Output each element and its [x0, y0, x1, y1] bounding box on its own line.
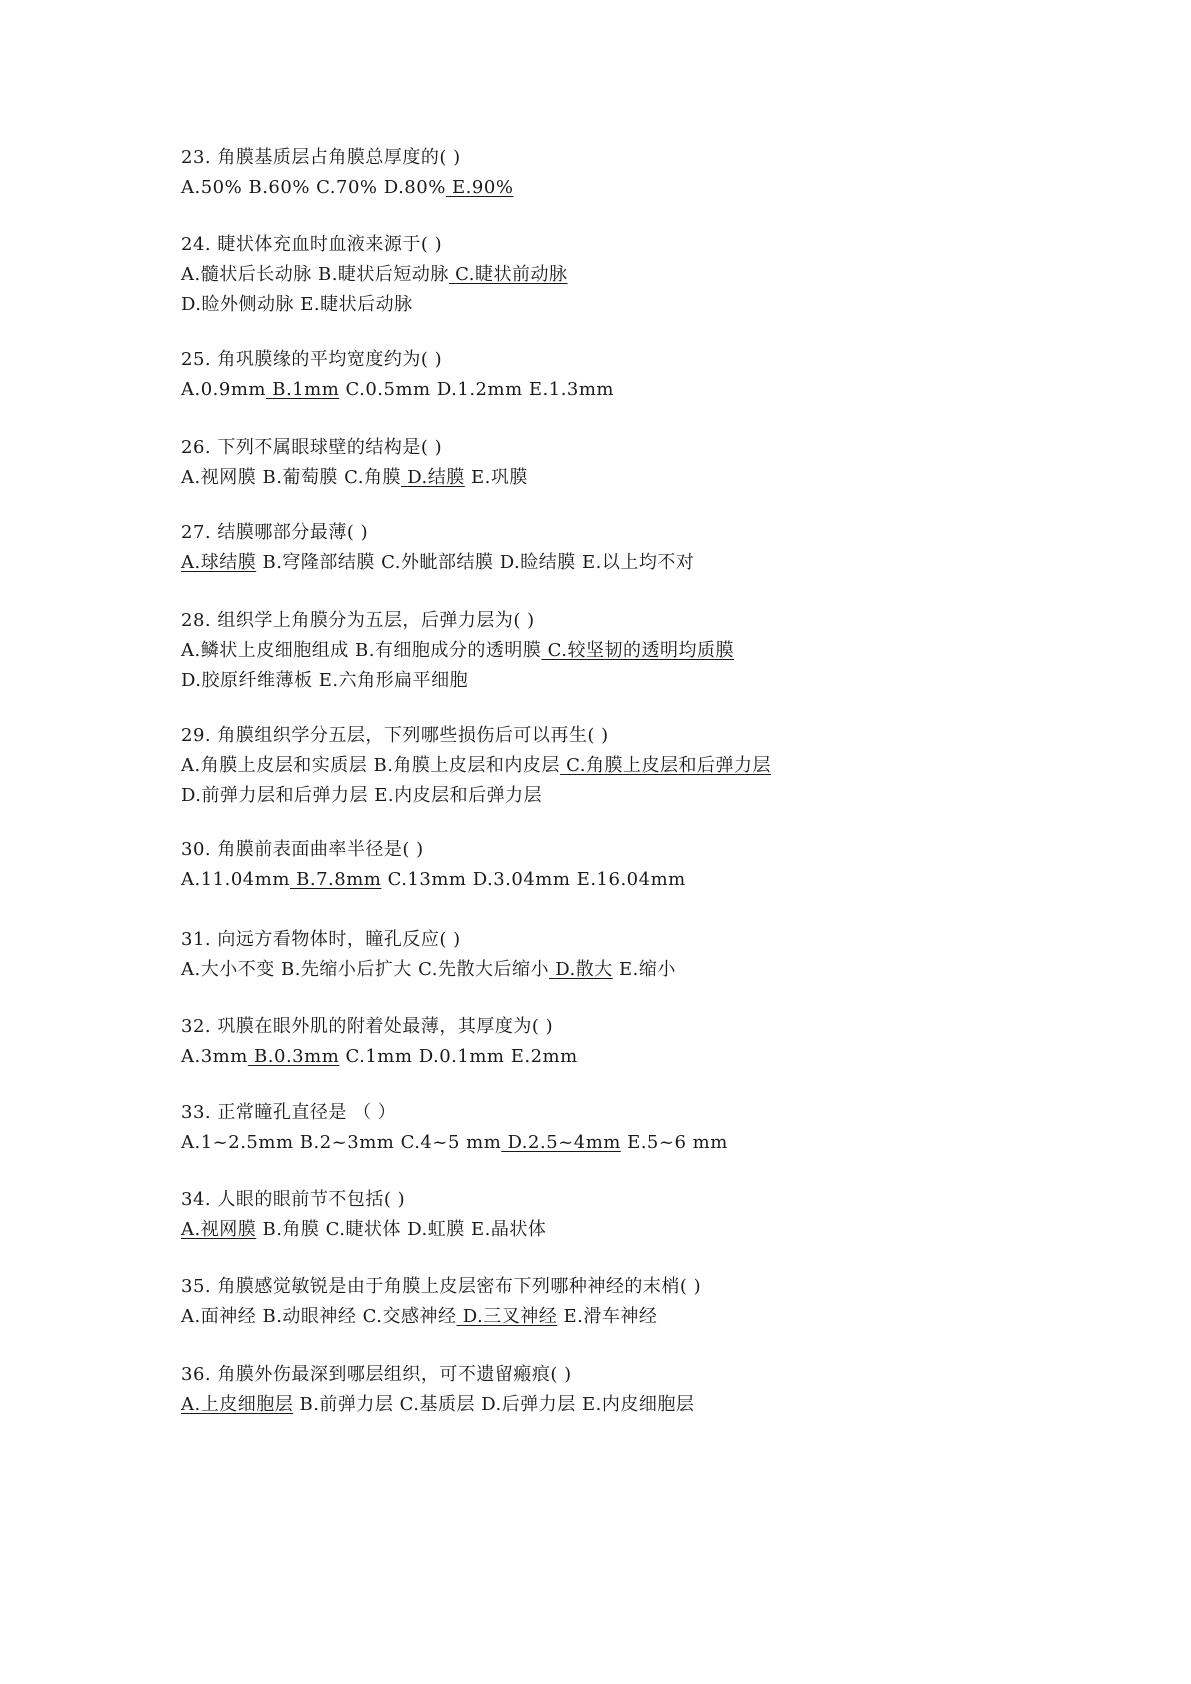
option: C.0.5mm	[345, 379, 431, 400]
options-line	[181, 260, 1101, 290]
options-line	[181, 865, 1101, 895]
option: B.穹隆部结膜	[262, 552, 375, 573]
option: A.鳞状上皮细胞组成	[181, 640, 349, 661]
option: C.1mm	[345, 1046, 413, 1067]
option: C.外眦部结膜	[381, 552, 494, 573]
question-block	[181, 433, 1101, 493]
option: E.内皮细胞层	[582, 1394, 695, 1415]
option: A.视网膜	[181, 467, 257, 488]
options-line	[181, 1128, 1101, 1158]
question-block	[181, 1272, 1101, 1332]
option: A.1~2.5mm	[181, 1132, 294, 1153]
answer-option: D.2.5~4mm	[507, 1132, 621, 1153]
answer-option: D.三叉神经	[462, 1306, 558, 1327]
options-line	[181, 548, 1101, 578]
answer-option: B.0.3mm	[254, 1046, 340, 1067]
question-block	[181, 606, 1101, 696]
options-line	[181, 666, 1101, 696]
question-stem: 29. 角膜组织学分五层，下列哪些损伤后可以再生( )	[181, 725, 609, 746]
option: E.5~6 mm	[627, 1132, 728, 1153]
question-block	[181, 518, 1101, 578]
answer-option: C.较坚韧的透明均质膜	[547, 640, 735, 661]
options-line	[181, 636, 1101, 666]
question-stem: 25. 角巩膜缘的平均宽度约为( )	[181, 349, 443, 370]
answer-option: C.睫状前动脉	[455, 264, 568, 285]
question-block	[181, 1012, 1101, 1072]
option: D.前弹力层和后弹力层	[181, 785, 369, 806]
question-block	[181, 1098, 1101, 1158]
option: B.葡萄膜	[262, 467, 338, 488]
options-line	[181, 1390, 1101, 1420]
question-block	[181, 345, 1101, 405]
question-stem: 23. 角膜基质层占角膜总厚度的( )	[181, 147, 461, 168]
question-block	[181, 230, 1101, 320]
option: C.70%	[316, 177, 378, 198]
option: E.以上均不对	[582, 552, 695, 573]
option: E.缩小	[619, 959, 676, 980]
option: E.滑车神经	[563, 1306, 658, 1327]
options-line	[181, 1042, 1101, 1072]
option: D.0.1mm	[418, 1046, 505, 1067]
options-line	[181, 955, 1101, 985]
option: D.虹膜	[407, 1219, 465, 1240]
question-stem: 26. 下列不属眼球壁的结构是( )	[181, 437, 443, 458]
option: A.3mm	[181, 1046, 248, 1067]
option: E.晶状体	[471, 1219, 547, 1240]
question-stem: 31. 向远方看物体时，瞳孔反应( )	[181, 929, 461, 950]
question-stem: 32. 巩膜在眼外肌的附着处最薄，其厚度为( )	[181, 1016, 554, 1037]
option: E.睫状后动脉	[300, 294, 413, 315]
option: C.先散大后缩小	[418, 959, 550, 980]
option: E.2mm	[510, 1046, 578, 1067]
question-stem: 36. 角膜外伤最深到哪层组织，可不遗留瘢痕( )	[181, 1364, 572, 1385]
option: D.胶原纤维薄板	[181, 670, 313, 691]
options-line	[181, 290, 1101, 320]
answer-option: D.结膜	[407, 467, 465, 488]
question-block	[181, 143, 1101, 203]
options-line	[181, 751, 1101, 781]
option: C.睫状体	[325, 1219, 402, 1240]
option: B.动眼神经	[262, 1306, 357, 1327]
option: D.80%	[383, 177, 446, 198]
answer-option: D.散大	[555, 959, 613, 980]
question-block	[181, 721, 1101, 811]
option: B.前弹力层	[299, 1394, 394, 1415]
option: A.角膜上皮层和实质层	[181, 755, 368, 776]
option: A.11.04mm	[181, 869, 290, 890]
options-line	[181, 1302, 1101, 1332]
option: E.16.04mm	[576, 869, 686, 890]
option: A.0.9mm	[181, 379, 266, 400]
option: B.有细胞成分的透明膜	[354, 640, 542, 661]
answer-option: B.1mm	[272, 379, 340, 400]
answer-option: C.角膜上皮层和后弹力层	[566, 755, 772, 776]
options-line	[181, 375, 1101, 405]
question-block	[181, 1360, 1101, 1420]
option: B.角膜	[262, 1219, 320, 1240]
question-stem: 33. 正常瞳孔直径是 （ ）	[181, 1102, 397, 1123]
option: A.50%	[181, 177, 243, 198]
option: B.2~3mm	[299, 1132, 395, 1153]
option: B.睫状后短动脉	[317, 264, 449, 285]
question-block	[181, 1185, 1101, 1245]
question-block	[181, 835, 1101, 895]
answer-option: A.球结膜	[181, 552, 257, 573]
option: A.髓状后长动脉	[181, 264, 312, 285]
option: E.巩膜	[471, 467, 528, 488]
option: E.内皮层和后弹力层	[374, 785, 543, 806]
option: C.交感神经	[362, 1306, 457, 1327]
option: C.基质层	[399, 1394, 476, 1415]
options-line	[181, 173, 1101, 203]
options-line	[181, 1215, 1101, 1245]
option: D.1.2mm	[436, 379, 523, 400]
option: A.面神经	[181, 1306, 257, 1327]
answer-option: A.上皮细胞层	[181, 1394, 294, 1415]
question-stem: 30. 角膜前表面曲率半径是( )	[181, 839, 424, 860]
question-block	[181, 925, 1101, 985]
option: E.六角形扁平细胞	[318, 670, 469, 691]
question-stem: 28. 组织学上角膜分为五层，后弹力层为( )	[181, 610, 535, 631]
option: C.13mm	[387, 869, 467, 890]
option: D.3.04mm	[472, 869, 571, 890]
option: E.1.3mm	[528, 379, 614, 400]
option: A.大小不变	[181, 959, 275, 980]
question-stem: 27. 结膜哪部分最薄( )	[181, 522, 369, 543]
option: B.60%	[248, 177, 310, 198]
question-stem: 35. 角膜感觉敏锐是由于角膜上皮层密布下列哪种神经的末梢( )	[181, 1276, 702, 1297]
option: B.先缩小后扩大	[280, 959, 412, 980]
option: C.4~5 mm	[400, 1132, 502, 1153]
question-stem: 24. 睫状体充血时血液来源于( )	[181, 234, 443, 255]
options-line	[181, 781, 1101, 811]
answer-option: B.7.8mm	[296, 869, 382, 890]
option: C.角膜	[344, 467, 402, 488]
option: D.睑外侧动脉	[181, 294, 295, 315]
option: D.后弹力层	[481, 1394, 576, 1415]
question-stem: 34. 人眼的眼前节不包括( )	[181, 1189, 406, 1210]
answer-option: E.90%	[452, 177, 514, 198]
options-line	[181, 463, 1101, 493]
answer-option: A.视网膜	[181, 1219, 257, 1240]
option: D.睑结膜	[499, 552, 576, 573]
option: B.角膜上皮层和内皮层	[373, 755, 560, 776]
